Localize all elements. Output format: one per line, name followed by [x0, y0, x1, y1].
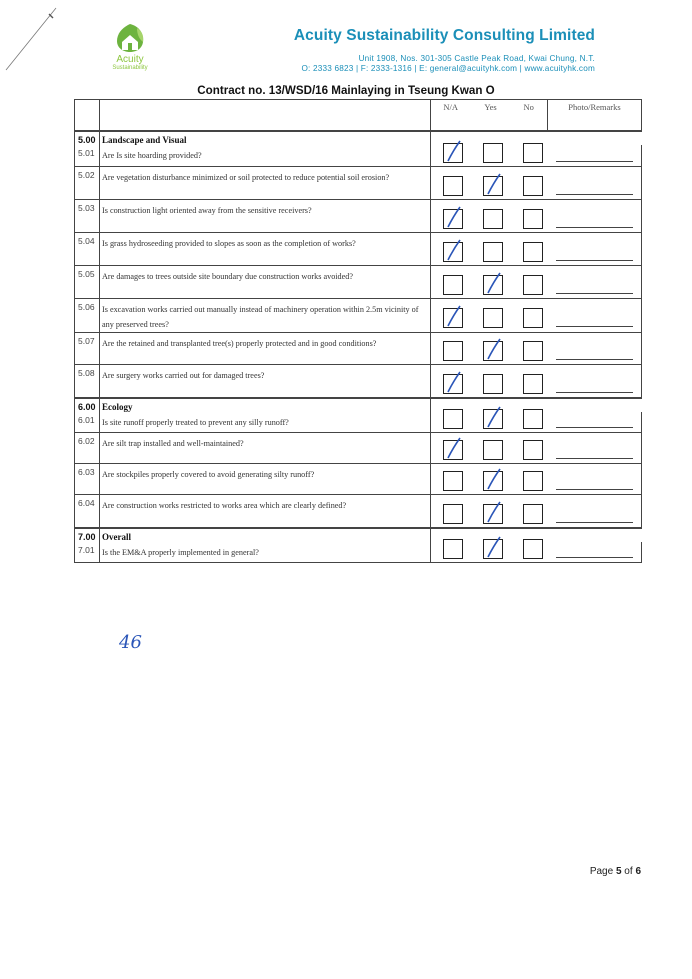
remarks-line[interactable] — [556, 227, 634, 228]
handwritten-check-mark — [485, 405, 503, 431]
logo-name: Acuity — [116, 54, 144, 65]
remarks-cell — [548, 495, 642, 528]
handwritten-page-number — [117, 628, 147, 654]
remarks-line[interactable] — [556, 427, 634, 428]
item-number — [75, 542, 100, 563]
checkbox-no[interactable] — [523, 209, 543, 229]
item-question — [100, 464, 431, 495]
item-number — [75, 233, 100, 266]
remarks-line[interactable] — [556, 326, 634, 327]
handwritten-check-mark — [485, 337, 503, 363]
item-number — [75, 333, 100, 365]
item-question-text: Are Is site hoarding provided? — [102, 150, 202, 160]
item-question — [100, 299, 431, 333]
checkbox-no[interactable] — [523, 275, 543, 295]
checkbox-cell-na — [431, 433, 471, 464]
item-number-text: 5.03 — [78, 203, 95, 213]
handwritten-check-mark — [485, 271, 503, 297]
item-question-text: Is site runoff properly treated to prevent any silly runoff? — [102, 417, 289, 427]
remarks-line[interactable] — [556, 161, 634, 162]
svg-text:46: 46 — [119, 632, 142, 653]
checkbox-cell-na — [431, 167, 471, 200]
checkbox-cell-yes — [471, 464, 511, 495]
footer-current-page: 5 — [615, 866, 622, 877]
checkbox-cell-yes — [471, 495, 511, 528]
remarks-cell — [548, 412, 642, 433]
item-question-text: Are the retained and transplanted tree(s) properly protected and in good conditions? — [102, 339, 377, 348]
handwritten-check-mark — [445, 238, 463, 264]
footer-total-pages: 6 — [635, 866, 641, 877]
checklist-item-row — [75, 233, 642, 266]
section-blank-cell — [548, 398, 642, 412]
checklist-item-row — [75, 167, 642, 200]
handwritten-check-mark — [485, 535, 503, 561]
remarks-line[interactable] — [556, 489, 634, 490]
checkbox-cell-no — [511, 145, 548, 167]
header-remarks: Photo/Remarks — [548, 100, 642, 131]
item-number — [75, 145, 100, 167]
item-question — [100, 266, 431, 299]
checkbox-no[interactable] — [523, 341, 543, 361]
remarks-cell — [548, 200, 642, 233]
header-yes: Yes — [471, 100, 511, 131]
remarks-line[interactable] — [556, 194, 634, 195]
handwritten-check-mark — [445, 436, 463, 462]
item-question — [100, 365, 431, 398]
checklist-item-row — [75, 464, 642, 495]
section-title-text: Overall — [102, 531, 131, 542]
item-number — [75, 167, 100, 200]
checkbox-cell-yes — [471, 333, 511, 365]
checkbox-no[interactable] — [523, 504, 543, 524]
house-leaf-icon — [111, 22, 149, 54]
item-question — [100, 495, 431, 528]
section-blank-cell — [548, 131, 642, 145]
checkbox-no[interactable] — [523, 539, 543, 559]
checklist-item-row — [75, 266, 642, 299]
checklist-item-row — [75, 433, 642, 464]
checkbox-no[interactable] — [523, 471, 543, 491]
checkbox-cell-na — [431, 365, 471, 398]
checkbox-na[interactable] — [443, 409, 463, 429]
checkbox-no[interactable] — [523, 143, 543, 163]
checkbox-cell-yes — [471, 299, 511, 333]
company-header — [294, 27, 595, 73]
logo-tagline: Sustainability — [112, 65, 148, 71]
remarks-line[interactable] — [556, 260, 634, 261]
remarks-cell — [548, 266, 642, 299]
checkbox-cell-yes — [471, 433, 511, 464]
section-title-text: Ecology — [102, 401, 133, 412]
checkbox-yes[interactable] — [483, 242, 503, 262]
checkbox-no[interactable] — [523, 409, 543, 429]
item-question — [100, 233, 431, 266]
item-question-text: Is excavation works carried out manually instead of machinery operation within 2.5m vicinity of any preserved trees? — [102, 305, 419, 329]
checkbox-cell-no — [511, 495, 548, 528]
checkbox-yes[interactable] — [483, 308, 503, 328]
item-number-text: 5.07 — [78, 336, 95, 346]
remarks-line[interactable] — [556, 522, 634, 523]
checkbox-cell-na — [431, 333, 471, 365]
remarks-cell — [548, 167, 642, 200]
item-number-text: 5.08 — [78, 368, 95, 378]
checkbox-no[interactable] — [523, 176, 543, 196]
checkbox-cell-na — [431, 299, 471, 333]
item-question-text: Are damages to trees outside site boundary due construction works avoided? — [102, 272, 354, 281]
checkbox-cell-na — [431, 412, 471, 433]
page-footer — [590, 866, 641, 877]
section-blank-cell — [548, 528, 642, 542]
item-question-text: Are surgery works carried out for damaged trees? — [102, 371, 265, 380]
remarks-cell — [548, 333, 642, 365]
checkbox-cell-yes — [471, 412, 511, 433]
item-number — [75, 412, 100, 433]
company-name: Acuity Sustainability Consulting Limited — [293, 27, 595, 44]
handwritten-check-mark — [445, 370, 463, 396]
checkbox-cell-na — [431, 145, 471, 167]
checklist-item-row — [75, 412, 642, 433]
checkbox-yes[interactable] — [483, 374, 503, 394]
remarks-cell — [548, 145, 642, 167]
remarks-line[interactable] — [556, 557, 634, 558]
checkbox-cell-no — [511, 233, 548, 266]
checklist-item-row — [75, 495, 642, 528]
checkbox-cell-no — [511, 412, 548, 433]
checkbox-yes[interactable] — [483, 440, 503, 460]
checkbox-cell-no — [511, 464, 548, 495]
section-row — [75, 528, 642, 542]
item-number — [75, 299, 100, 333]
header-num-cell — [75, 100, 100, 131]
item-number-text: 6.02 — [78, 436, 95, 446]
checkbox-na[interactable] — [443, 539, 463, 559]
item-number — [75, 266, 100, 299]
item-question — [100, 145, 431, 167]
remarks-line[interactable] — [556, 293, 634, 294]
checklist-item-row — [75, 299, 642, 333]
checkbox-cell-na — [431, 233, 471, 266]
pen-mark — [4, 4, 64, 74]
company-logo — [100, 22, 160, 72]
remarks-line[interactable] — [556, 458, 634, 459]
item-question — [100, 200, 431, 233]
section-number — [75, 398, 100, 412]
header-no: No — [511, 100, 548, 131]
checkbox-no[interactable] — [523, 374, 543, 394]
section-title — [100, 131, 431, 145]
checkbox-cell-na — [431, 542, 471, 563]
remarks-line[interactable] — [556, 359, 634, 360]
checklist-item-row — [75, 365, 642, 398]
checkbox-na[interactable] — [443, 504, 463, 524]
item-question-text: Is the EM&A properly implemented in general? — [102, 547, 259, 557]
remarks-cell — [548, 365, 642, 398]
item-number — [75, 433, 100, 464]
remarks-cell — [548, 299, 642, 333]
remarks-cell — [548, 542, 642, 563]
item-question — [100, 542, 431, 563]
checkbox-na[interactable] — [443, 275, 463, 295]
remarks-cell — [548, 433, 642, 464]
checkbox-cell-yes — [471, 200, 511, 233]
item-number-text: 5.02 — [78, 170, 95, 180]
footer-prefix: Page — [589, 866, 616, 877]
checkbox-cell-no — [511, 365, 548, 398]
section-row — [75, 131, 642, 145]
company-address: Unit 1908, Nos. 301-305 Castle Peak Road, Kwai Chung, N.T. — [358, 54, 595, 63]
checkbox-cell-no — [511, 333, 548, 365]
item-number-text: 6.01 — [78, 414, 95, 425]
item-number — [75, 365, 100, 398]
checkbox-cell-no — [511, 200, 548, 233]
remarks-cell — [548, 464, 642, 495]
remarks-line[interactable] — [556, 392, 634, 393]
checkbox-cell-no — [511, 542, 548, 563]
checkbox-cell-na — [431, 200, 471, 233]
checkbox-cell-no — [511, 167, 548, 200]
item-number — [75, 200, 100, 233]
item-question-text: Is grass hydroseeding provided to slopes as soon as the completion of works? — [102, 239, 356, 248]
item-number — [75, 464, 100, 495]
header-question-cell — [100, 100, 431, 131]
checkbox-no[interactable] — [523, 440, 543, 460]
checkbox-yes[interactable] — [483, 143, 503, 163]
item-question-text: Is construction light oriented away from the sensitive receivers? — [102, 206, 312, 215]
contract-title: Contract no. 13/WSD/16 Mainlaying in Tseung Kwan O — [197, 84, 495, 97]
checkbox-cell-na — [431, 495, 471, 528]
handwritten-check-mark — [445, 139, 463, 165]
item-question-text: Are silt trap installed and well-maintained? — [102, 439, 244, 448]
handwritten-check-mark — [485, 467, 503, 493]
handwritten-check-mark — [485, 500, 503, 526]
checklist-item-row — [75, 542, 642, 563]
checklist-item-row — [75, 145, 642, 167]
item-question-text: Are vegetation disturbance minimized or soil protected to reduce potential soil erosion? — [102, 173, 390, 182]
checkbox-cell-yes — [471, 266, 511, 299]
checkbox-cell-na — [431, 266, 471, 299]
item-number-text: 6.04 — [78, 498, 95, 508]
section-title — [100, 398, 431, 412]
item-question-text: Are construction works restricted to works area which are clearly defined? — [102, 501, 347, 510]
remarks-cell — [548, 233, 642, 266]
handwritten-check-mark — [445, 205, 463, 231]
item-number — [75, 495, 100, 528]
checkbox-cell-yes — [471, 145, 511, 167]
company-contact: O: 2333 6823 | F: 2333-1316 | E: general@acuityhk.com | www.acuityhk.com — [301, 64, 595, 73]
section-number — [75, 528, 100, 542]
table-header-row — [75, 100, 642, 131]
header-na: N/A — [431, 100, 471, 131]
item-number-text: 6.03 — [78, 467, 95, 477]
checkbox-cell-yes — [471, 365, 511, 398]
checklist-table — [74, 99, 642, 563]
item-number-text: 5.05 — [78, 269, 95, 279]
handwritten-check-mark — [485, 172, 503, 198]
checkbox-na[interactable] — [443, 341, 463, 361]
checkbox-no[interactable] — [523, 308, 543, 328]
section-number — [75, 131, 100, 145]
item-question — [100, 433, 431, 464]
checkbox-na[interactable] — [443, 471, 463, 491]
checkbox-yes[interactable] — [483, 209, 503, 229]
section-number-text: 6.00 — [78, 401, 96, 412]
section-title — [100, 528, 431, 542]
item-question — [100, 412, 431, 433]
item-question-text: Are stockpiles properly covered to avoid generating silty runoff? — [102, 470, 315, 479]
checkbox-cell-na — [431, 464, 471, 495]
item-question — [100, 167, 431, 200]
checklist-item-row — [75, 200, 642, 233]
checkbox-cell-no — [511, 299, 548, 333]
checkbox-cell-no — [511, 266, 548, 299]
item-question — [100, 333, 431, 365]
handwritten-check-mark — [445, 304, 463, 330]
section-row — [75, 398, 642, 412]
checkbox-cell-yes — [471, 167, 511, 200]
item-number-text: 5.01 — [78, 147, 95, 158]
checkbox-cell-yes — [471, 233, 511, 266]
checkbox-cell-no — [511, 433, 548, 464]
item-number-text: 7.01 — [78, 544, 95, 555]
section-title-text: Landscape and Visual — [102, 134, 187, 145]
checkbox-na[interactable] — [443, 176, 463, 196]
section-number-text: 7.00 — [78, 531, 96, 542]
checkbox-no[interactable] — [523, 242, 543, 262]
checkbox-cell-yes — [471, 542, 511, 563]
item-number-text: 5.06 — [78, 302, 95, 312]
checklist-item-row — [75, 333, 642, 365]
footer-separator: of — [621, 866, 636, 877]
item-number-text: 5.04 — [78, 236, 95, 246]
section-number-text: 5.00 — [78, 134, 96, 145]
